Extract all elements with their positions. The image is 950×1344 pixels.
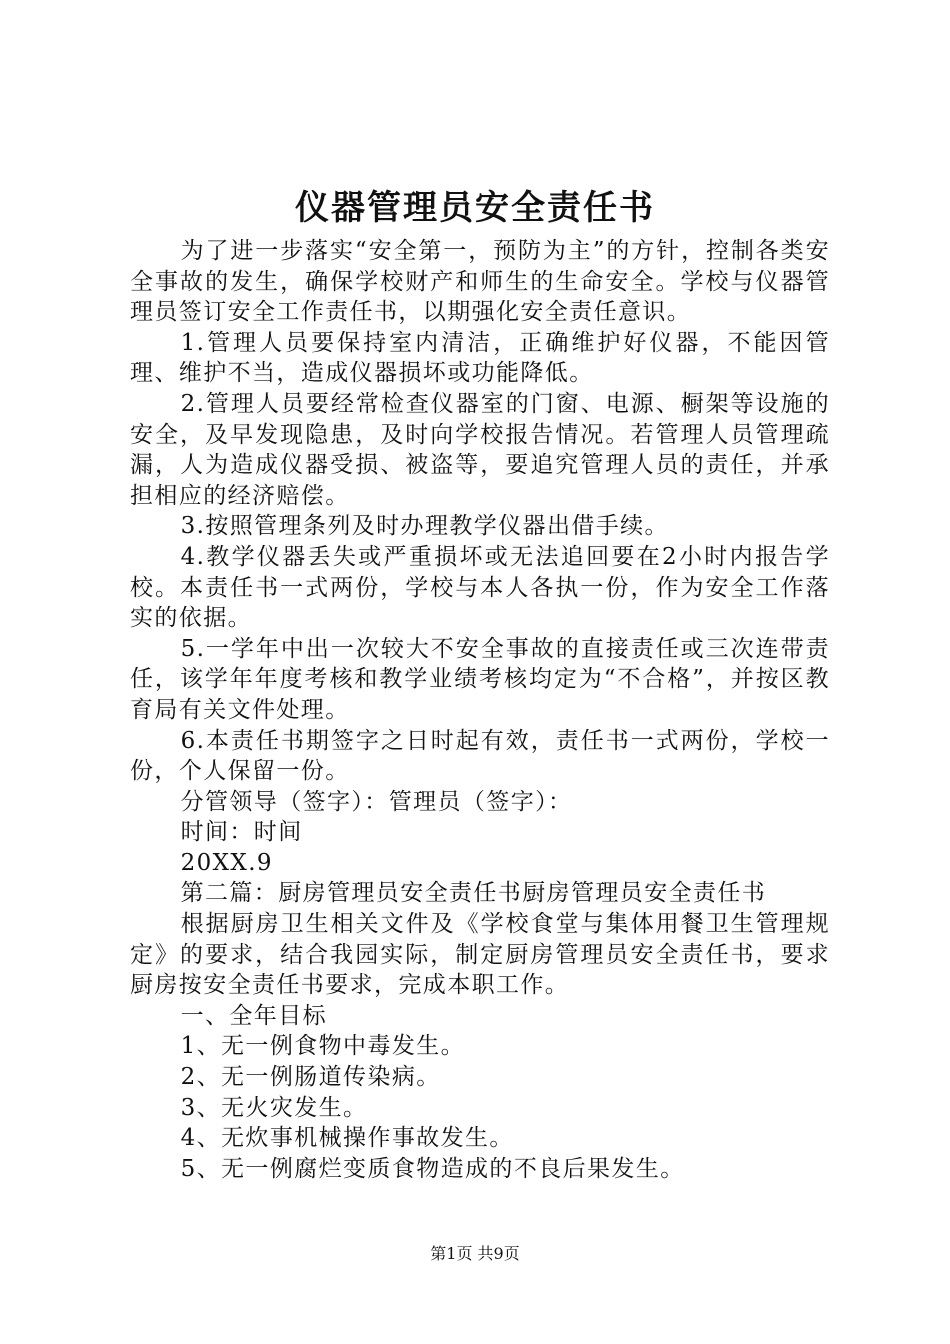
- paragraph-item-5: 5.一学年中出一次较大不安全事故的直接责任或三次连带责任，该学年年度考核和教学业绩考核均定为“不合格”，并按区教育局有关文件处理。: [130, 635, 830, 723]
- paragraph-item-4: 4.教学仪器丢失或严重损坏或无法追回要在2小时内报告学校。本责任书一式两份，学校与本人各执一份，作为安全工作落实的依据。: [130, 543, 830, 632]
- paragraph-item-1: 1.管理人员要保持室内清洁，正确维护好仪器，不能因管理、维护不当，造成仪器损坏或功能降低。: [130, 329, 830, 387]
- time-line: 时间：时间: [180, 819, 303, 846]
- signature-line: 分管领导（签字）：管理员（签字）：: [180, 788, 573, 815]
- paragraph-section-two-intro: 根据厨房卫生相关文件及《学校食堂与集体用餐卫生管理规定》的要求，结合我园实际，制定厨房管理员安全责任书，要求厨房按安全责任书要求，完成本职工作。: [130, 911, 830, 999]
- goal-item-5: 5、无一例腐烂变质食物造成的不良后果发生。: [180, 1155, 685, 1182]
- goal-item-3: 3、无火灾发生。: [180, 1094, 368, 1121]
- date-line: 20XX.9: [180, 849, 273, 876]
- goal-item-4: 4、无炊事机械操作事故发生。: [180, 1125, 514, 1152]
- paragraph-item-2: 2.管理人员要经常检查仪器室的门窗、电源、橱架等设施的安全，及早发现隐患，及时向学校报告情况。若管理人员管理疏漏，人为造成仪器受损、被盗等，要追究管理人员的责任，并承担相应的经济赔偿。: [130, 390, 830, 509]
- section-two-heading: 第二篇：厨房管理员安全责任书厨房管理员安全责任书: [180, 880, 767, 907]
- document-body: [130, 236, 830, 1184]
- goals-heading: 一、全年目标: [180, 1002, 327, 1029]
- paragraph-item-6: 6.本责任书期签字之日时起有效，责任书一式两份，学校一份，个人保留一份。: [130, 727, 830, 785]
- paragraph-intro: 为了进一步落实“安全第一，预防为主”的方针，控制各类安全事故的发生，确保学校财产和师生的生命安全。学校与仪器管理员签订安全工作责任书，以期强化安全责任意识。: [130, 238, 830, 326]
- page-number-footer: 第1页 共9页: [430, 1244, 520, 1263]
- goal-item-1: 1、无一例食物中毒发生。: [180, 1033, 466, 1060]
- goal-item-2: 2、无一例肠道传染病。: [180, 1064, 441, 1091]
- paragraph-item-3: 3.按照管理条列及时办理教学仪器出借手续。: [180, 513, 669, 540]
- document-title: 仪器管理员安全责任书: [295, 188, 655, 228]
